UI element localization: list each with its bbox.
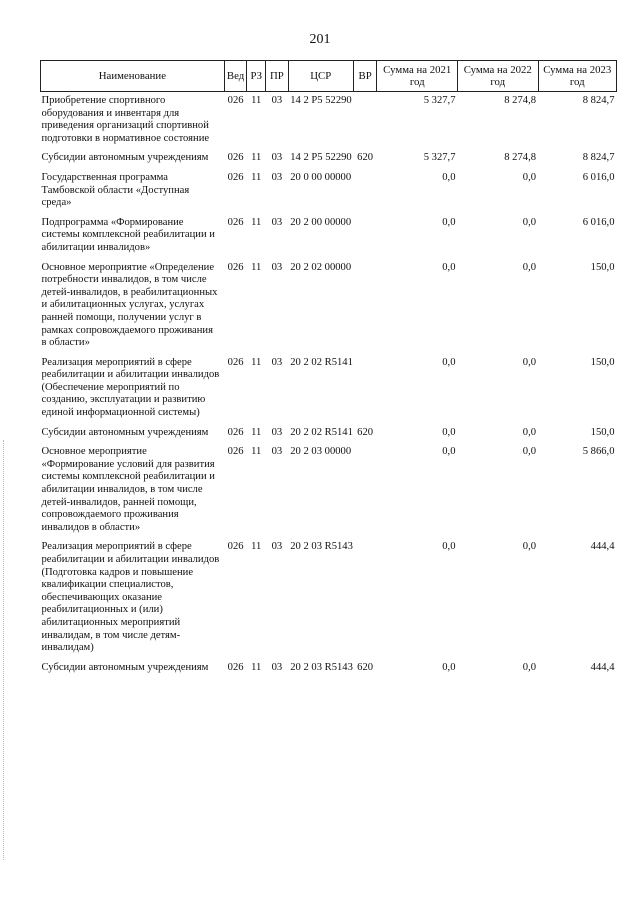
- cell-sum-2022: 0,0: [522, 171, 537, 183]
- cell-sum-2023: 6 016,0: [582, 171, 615, 183]
- table-row: [41, 259, 617, 354]
- cell-sum-2022: 0,0: [522, 261, 537, 273]
- cell-csr: 20 2 02 00000: [290, 261, 352, 273]
- cell-ved: 026: [227, 261, 244, 273]
- cell-ved: 026: [227, 152, 244, 164]
- scan-margin-marks: [3, 440, 6, 860]
- cell-sum-2021: 0,0: [442, 261, 456, 273]
- cell-csr: 20 2 03 R5143: [290, 661, 353, 673]
- page-number: 201: [309, 32, 331, 47]
- table-row: [41, 424, 617, 444]
- table-row: [41, 169, 617, 214]
- cell-sum-2022: 8 274,8: [504, 152, 537, 164]
- cell-ved: 026: [227, 95, 244, 106]
- cell-pr: 03: [271, 356, 283, 368]
- cell-name: Реализация мероприятий в сфере реабилитации и абилитации инвалидов (Подготовка кадров и повышение квалификации специалистов, обеспечивающих оказание реабилитационных и (или) абилитационных мероприятий инвалидам, в том числе детям-инвалидам): [41, 541, 220, 654]
- cell-sum-2021: 5 327,7: [423, 152, 456, 164]
- col-header-sum-2021: Сумма на 2021 год: [377, 61, 458, 92]
- col-header-pr: ПР: [266, 61, 289, 92]
- cell-rz: 11: [251, 661, 262, 673]
- cell-name: Основное мероприятие «Определение потребности инвалидов, в том числе детей-инвалидов, в реабилитационных и абилитационных услугах, услугах ранней помощи, получении услуг в рамках сопровождаемого проживания в области»: [41, 261, 218, 349]
- cell-sum-2021: 5 327,7: [423, 95, 456, 106]
- cell-rz: 11: [251, 426, 262, 438]
- cell-csr: 20 2 02 R5141: [290, 356, 353, 368]
- cell-rz: 11: [251, 261, 262, 273]
- col-header-rz: РЗ: [247, 61, 266, 92]
- cell-ved: 026: [227, 171, 244, 183]
- cell-sum-2021: 0,0: [442, 446, 456, 458]
- cell-sum-2021: 0,0: [442, 661, 456, 673]
- cell-csr: 20 0 00 00000: [290, 171, 352, 183]
- cell-pr: 03: [271, 541, 283, 553]
- cell-csr: 20 2 00 00000: [290, 216, 352, 228]
- cell-sum-2022: 0,0: [522, 446, 537, 458]
- cell-pr: 03: [271, 446, 283, 458]
- cell-sum-2023: 150,0: [590, 356, 615, 368]
- cell-sum-2023: 6 016,0: [582, 216, 615, 228]
- cell-ved: 026: [227, 216, 244, 228]
- header-row: [41, 61, 617, 92]
- cell-vr: [353, 214, 377, 259]
- col-header-sum-2023: Сумма на 2023 год: [538, 61, 616, 92]
- cell-csr: 20 2 03 00000: [290, 446, 352, 458]
- cell-sum-2023: 8 824,7: [582, 95, 615, 106]
- table-row: [41, 538, 617, 658]
- cell-name: Приобретение спортивного оборудования и инвентаря для приведения организаций спортивной подготовки в нормативное состояние: [41, 95, 210, 144]
- cell-ved: 026: [227, 661, 244, 673]
- cell-sum-2023: 150,0: [590, 261, 615, 273]
- cell-name: Субсидии автономным учреждениям: [41, 426, 209, 438]
- table-row: [41, 214, 617, 259]
- table-row: [41, 92, 617, 150]
- cell-sum-2023: 444,4: [590, 541, 615, 553]
- cell-sum-2021: 0,0: [442, 426, 456, 438]
- cell-vr: 620: [357, 661, 374, 673]
- cell-ved: 026: [227, 541, 244, 553]
- col-header-ved: Вед: [224, 61, 247, 92]
- cell-sum-2022: 0,0: [522, 216, 537, 228]
- cell-sum-2022: 0,0: [522, 356, 537, 368]
- cell-csr: 14 2 P5 52290: [290, 152, 352, 164]
- cell-sum-2023: 8 824,7: [582, 152, 615, 164]
- col-header-name: Наименование: [41, 61, 225, 92]
- cell-rz: 11: [251, 541, 262, 553]
- cell-pr: 03: [271, 216, 283, 228]
- cell-sum-2021: 0,0: [442, 356, 456, 368]
- cell-csr: 20 2 03 R5143: [290, 541, 353, 553]
- cell-vr: 620: [357, 152, 374, 164]
- budget-table: [40, 60, 617, 678]
- cell-rz: 11: [251, 216, 262, 228]
- cell-pr: 03: [271, 661, 283, 673]
- table-row: [41, 659, 617, 679]
- cell-pr: 03: [271, 95, 283, 106]
- cell-rz: 11: [251, 95, 262, 106]
- cell-name: Подпрограмма «Формирование системы комплексной реабилитации и абилитации инвалидов»: [41, 216, 215, 253]
- table-row: [41, 443, 617, 538]
- cell-pr: 03: [271, 152, 283, 164]
- cell-vr: [353, 538, 377, 658]
- cell-pr: 03: [271, 426, 283, 438]
- cell-name: Субсидии автономным учреждениям: [41, 152, 209, 164]
- cell-vr: 620: [357, 426, 374, 438]
- cell-vr: [353, 259, 377, 354]
- cell-rz: 11: [251, 446, 262, 458]
- cell-ved: 026: [227, 446, 244, 458]
- cell-name: Государственная программа Тамбовской области «Доступная среда»: [41, 171, 190, 209]
- cell-pr: 03: [271, 261, 283, 273]
- cell-name: Субсидии автономным учреждениям: [41, 661, 209, 673]
- cell-sum-2022: 0,0: [522, 541, 537, 553]
- cell-sum-2022: 8 274,8: [504, 95, 537, 106]
- cell-pr: 03: [271, 171, 283, 183]
- table-row: [41, 149, 617, 169]
- cell-sum-2023: 5 866,0: [582, 446, 615, 458]
- cell-ved: 026: [227, 356, 244, 368]
- cell-sum-2021: 0,0: [442, 541, 456, 553]
- cell-sum-2021: 0,0: [442, 216, 456, 228]
- col-header-csr: ЦСР: [288, 61, 353, 92]
- col-header-sum-2022: Сумма на 2022 год: [458, 61, 539, 92]
- cell-name: Реализация мероприятий в сфере реабилитации и абилитации инвалидов (Обеспечение мероприятий по созданию, эксплуатации и развитию единой информационной системы): [41, 356, 220, 419]
- cell-rz: 11: [251, 171, 262, 183]
- cell-sum-2021: 0,0: [442, 171, 456, 183]
- table-row: [41, 354, 617, 424]
- cell-sum-2022: 0,0: [522, 661, 537, 673]
- cell-vr: [353, 443, 377, 538]
- cell-rz: 11: [251, 356, 262, 368]
- cell-rz: 11: [251, 152, 262, 164]
- cell-csr: 20 2 02 R5141: [290, 426, 353, 438]
- cell-csr: 14 2 P5 52290: [290, 95, 352, 106]
- cell-sum-2023: 444,4: [590, 661, 615, 673]
- cell-vr: [353, 169, 377, 214]
- cell-sum-2022: 0,0: [522, 426, 537, 438]
- cell-ved: 026: [227, 426, 244, 438]
- cell-sum-2023: 150,0: [590, 426, 615, 438]
- cell-name: Основное мероприятие «Формирование условий для развития системы комплексной реабилитации и абилитации инвалидов, в том числе детей-инвалидов, ранней помощи, сопровождаемого проживания инвалидов в области»: [41, 446, 215, 533]
- col-header-vr: ВР: [353, 61, 377, 92]
- cell-vr: [353, 354, 377, 424]
- cell-vr: [353, 92, 377, 150]
